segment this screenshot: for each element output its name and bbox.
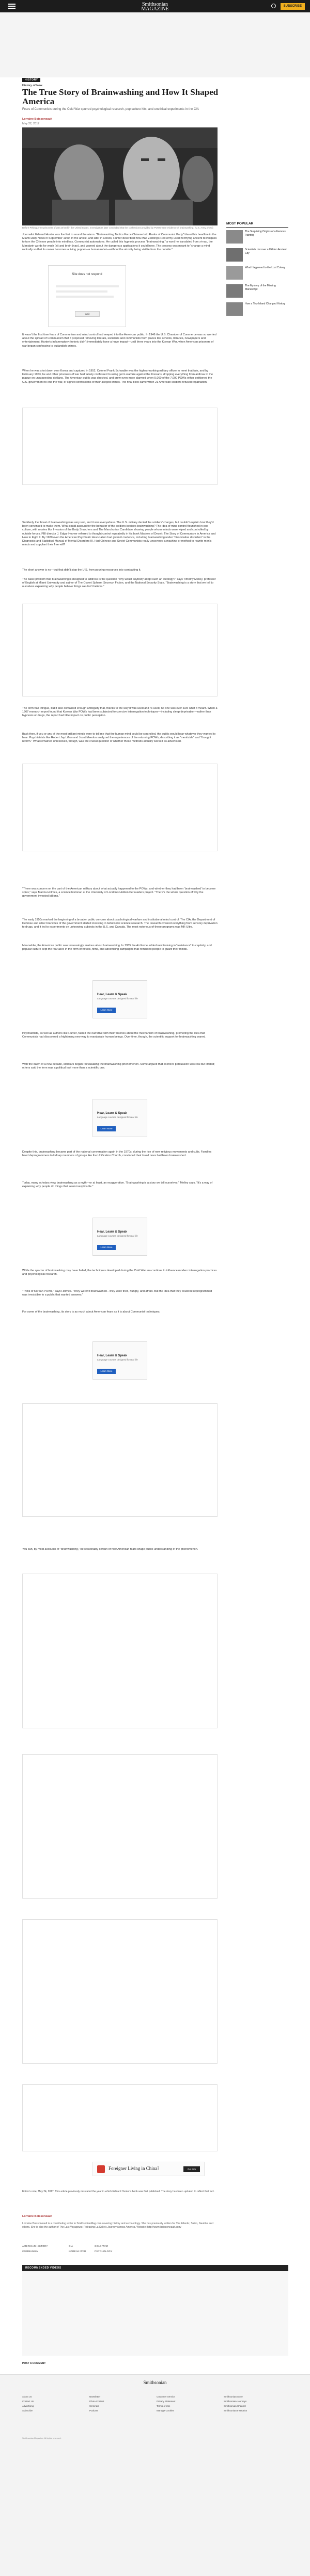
article-paragraph: When he was shot down over Korea and captured in 1952, Colonel Frank Schwable was the highest-ranking military officer to meet that fate, and by February 1953, he and other prisoners of war had falsely confessed to using germ warfare against the Koreans, dropping everything from anthrax to the plague on unsuspecting civilians. The American public was shocked, and grew even more alarmed when 5,000 of the 7,000 POWs either petitioned the U.S. government to end the war, or signed confessions of their alleged crimes. The final blow came when 21 American soldiers refused repatriation.	[22, 369, 213, 384]
popular-item-title[interactable]: The Mystery of the Missing Manuscript	[245, 284, 276, 291]
footer-link[interactable]: Customer Service	[157, 2395, 175, 2398]
article-paragraph: Psychiatrists, as well as authors like Hunter, fueled the narrative with their theories about the mechanism of brainwashing, promoting the idea that Communists had discovered a frightening new way to manipulate human beings. Over time, though, the scientific support for brainwashing waned.	[22, 1032, 206, 1039]
article-paragraph: It wasn't the first time fears of Communism and mind control had seeped into the American public. In 1946 the U.S. Chamber of Commerce was so worried about the spread of Communism that it proposed removing liberals, socialists and communists from places like schools, libraries, newspapers and entertainment. Hunter's inflammatory rhetoric didn't immediately have a huge impact—until three years into the Korean War, when American prisoners of war began confessing to outlandish crimes.	[22, 333, 216, 348]
footer-link[interactable]: Smithsonian Journeys	[224, 2400, 247, 2403]
author-bio: Lorraine Boissoneault is a contributing writer to SmithsonianMag.com covering history and archaeology. She has previously written for The Atlantic, Salon, Nautilus and others. She is also the author of The Last Voyageurs: Retracing La Salle's Journey Across America. Website: http://www.lboissoneault.com/	[22, 2222, 213, 2229]
popular-item[interactable]	[226, 248, 288, 264]
tag-link[interactable]: COLD WAR	[95, 2245, 109, 2247]
popular-item[interactable]	[226, 302, 288, 318]
article-paragraph: Despite this, brainwashing became part of the national conversation again in the 1970s, during the rise of new religious movements and cults. Families hired deprogrammers to kidnap members of groups like the Unification Church, convinced their loved ones had been brainwashed.	[22, 1151, 212, 1158]
most-popular-sidebar	[226, 222, 288, 320]
footer-link[interactable]: Smithsonian Channel	[224, 2405, 246, 2407]
banner-ad[interactable]	[92, 2162, 205, 2176]
search-icon[interactable]	[271, 4, 276, 8]
ad-button[interactable]: Learn More	[97, 1369, 116, 1374]
footer-link[interactable]: Newsletter	[89, 2395, 101, 2398]
footer-column	[22, 2394, 64, 2413]
inline-ad[interactable]	[22, 1403, 218, 1517]
footer-link[interactable]: Photo Contest	[89, 2400, 104, 2403]
article-paragraph: "There was concern on the part of the American military about what actually happened to the POWs, and whether they had been 'brainwashed' to become spies," says Marcia Holmes, a science historian at the University of London's Hidden Persuaders project. "There's the whole question of why the government invested billions."	[22, 887, 216, 898]
kicker[interactable]: History of Now	[22, 84, 42, 87]
modal-dialog	[48, 265, 126, 327]
article-paragraph: The term had intrigue, but it also contained enough ambiguity that, thanks to the way it was used and re-used, no one was ever sure what it meant. When a 1967 research report found that Korean War POWs had been subjected to coercive interrogation techniques—including sleep deprivation—rather than hypnosis or drugs, the report had little impact on public perception.	[22, 707, 218, 718]
footer-column	[224, 2394, 265, 2413]
banner-ad-button[interactable]: Get Info	[183, 2166, 200, 2172]
inline-ad[interactable]	[22, 604, 218, 696]
subscribe-button[interactable]: SUBSCRIBE	[281, 3, 305, 10]
banner-ad-text: Foreigner Living in China?	[109, 2166, 160, 2171]
inline-ad[interactable]	[22, 2084, 218, 2151]
popular-item-title[interactable]: How a Tiny Island Changed History	[245, 302, 286, 305]
footer-column	[157, 2394, 198, 2413]
footer-link[interactable]: Advertising	[22, 2405, 34, 2407]
ad-subtitle: Language courses designed for real life	[97, 997, 138, 1000]
footer-link[interactable]: Smithsonian Institution	[224, 2409, 247, 2412]
footer-link[interactable]: Podcast	[89, 2409, 98, 2412]
footer-link[interactable]: Manage Cookies	[157, 2409, 174, 2412]
article-paragraph: While the specter of brainwashing may have faded, the techniques developed during the Cold War era continue to influence modern interrogation practices and psychological research.	[22, 1269, 217, 1276]
tag-link[interactable]: KOREAN WAR	[69, 2250, 86, 2253]
ad-title: Hear, Learn & Speak	[97, 1230, 128, 1234]
hero-image	[22, 127, 218, 225]
sponsored-ad[interactable]	[92, 980, 147, 1018]
popular-item[interactable]	[226, 266, 288, 282]
ad-title: Hear, Learn & Speak	[97, 1112, 128, 1115]
footer-link[interactable]: Seminars	[89, 2405, 100, 2407]
article-paragraph: For some of the brainwashing, its story is as much about American fears as it is about Communist techniques.	[22, 1310, 161, 1314]
article-paragraph: Back then, if you or any of the most brilliant minds were to tell me that the human mind could be controlled, the public would hear whatever they wanted to hear. Psychiatrists like Robert Jay Lifton and Joost Meerloo analyzed the experiences of the returning POWs, describing it as "menticide" and "thought reform." What remained unresolved, though, was the crucial question of whether these methods actually worked as advertised.	[22, 733, 216, 743]
footer-link[interactable]: Privacy Statement	[157, 2400, 176, 2403]
footer-link[interactable]: Subscribe	[22, 2409, 33, 2412]
popular-item-thumbnail[interactable]	[226, 266, 243, 280]
article-paragraph: The short answer is no—but that didn't stop the U.S. from pouring resources into combatting it.	[22, 569, 142, 572]
article-paragraph: Journalist Edward Hunter was the first to sound the alarm. "Brainwashing Tactics Force Chinese Into Ranks of Communist Party" blared his headline in the Miami Daily News in September 1950. In the article, and later in a book, Hunter described how Mao Zedong's Red Army used horrifying ancient techniques to turn the Chinese people into mindless, Communist automatons. He called this hypnotic process "brainwashing," a word he translated from xi-nao, the Mandarin words for wash (xi) and brain (nao), and warned about the dangerous applications it could have. The process was meant to "change a mind radically so that its owner becomes a living puppet—a human robot—without the atrocity being visible from the outside."	[22, 233, 217, 251]
article-paragraph: The early 1950s marked the beginning of a broader public concern about psychological warfare and institutional mind control. The CIA, the Department of Defense and other branches of the government started investing in behavioral science research. The research covered everything from sensory deprivation to drugs, and it led to experiments on unknowing subjects in the U.S. and Canada. The most notorious of these programs was MK-Ultra.	[22, 918, 218, 929]
tag-link[interactable]: PSYCHOLOGY	[95, 2250, 113, 2253]
ad-button[interactable]: Learn More	[97, 1008, 116, 1013]
post-comment-link[interactable]: POST A COMMENT	[22, 2362, 46, 2365]
article-paragraph: Meanwhile, the American public was increasingly anxious about brainwashing. In 1955 the Air Force added new training in "resistance" to captivity, and popular culture kept the fear alive in the form of novels, films, and advertising campaigns that reminded people to guard their minds.	[22, 944, 212, 951]
popular-item-title[interactable]: What Happened to the Lost Colony	[245, 266, 285, 269]
ad-button[interactable]: Learn More	[97, 1245, 116, 1250]
tag-link[interactable]: AMERICAN HISTORY	[22, 2245, 48, 2247]
dialog-placeholder-line	[56, 290, 107, 293]
ad-subtitle: Language courses designed for real life	[97, 1358, 138, 1361]
hero-caption: Before Peking Army prisoners of war arrived in the United States. Investigators later concluded that the confessions provided by POWs were evidence of brainwashing. (U.S. Army photo)	[22, 226, 213, 229]
recommended-videos-label: RECOMMENDED VIDEOS	[25, 2266, 61, 2270]
editor-note: Editor's note, May 24, 2017: This article previously misstated the year in which Edward Hunter's book was first published. The story has been updated to reflect that fact.	[22, 2190, 215, 2193]
footer-link[interactable]: Terms of Use	[157, 2405, 171, 2407]
ad-subtitle: Language courses designed for real life	[97, 1116, 138, 1119]
footer-copyright: Smithsonian Magazine. All rights reserved.	[22, 2437, 61, 2439]
dialog-placeholder-line	[56, 285, 119, 287]
popular-item-thumbnail[interactable]	[226, 230, 243, 244]
article-paragraph: "Think of Korean POWs," says Holmes. "They weren't brainwashed—they were tired, hungry, and afraid. But the idea that they could be reprogrammed was irresistible to a public that wanted answers."	[22, 1290, 212, 1297]
top-ad-space	[0, 12, 310, 77]
footer-logo[interactable]: Smithsonian	[143, 2380, 167, 2385]
recommended-videos-area[interactable]	[22, 2271, 288, 2356]
sponsored-ad[interactable]	[92, 1099, 147, 1137]
inline-ad[interactable]	[22, 408, 218, 485]
site-footer	[0, 2374, 310, 2576]
banner-ad-icon	[97, 2165, 105, 2173]
inline-ad[interactable]	[22, 1574, 218, 1728]
footer-link[interactable]: Contact Us	[22, 2400, 34, 2403]
recommended-videos-header	[22, 2265, 288, 2271]
article-paragraph: Suddenly the threat of brainwashing was very real, and it was everywhere. The U.S. military denied the soldiers' charges, but couldn't explain how they'd been convinced to make them. What could account for the behavior of the soldiers besides brainwashing? The idea of mind control flourished in pop culture, with movies like Invasion of the Body Snatchers and The Manchurian Candidate showing people whose minds were wiped and controlled by outside forces. FBI director J. Edgar Hoover referred to thought control repeatedly in his book Masters of Deceit: The Story of Communism in America and How to Fight It. By 1980 even the American Psychiatric Association had given it credence, including brainwashing under "dissociative disorders" in the Diagnostic and Statistical Manual of Mental Disorders-III. Had Chinese and Soviet Communists really uncovered a machine or method to rewrite men's minds and supplant their free will?	[22, 521, 216, 547]
article-paragraph: Today, many scholars view brainwashing as a myth—or at least, an exaggeration. "Brainwashing is a story we tell ourselves," Melley says. "It's a way of explaining why people do things that seem inexplicable."	[22, 1181, 213, 1189]
popular-item-title[interactable]: The Surprising Origins of a Famous Painting	[245, 230, 286, 237]
dialog-title: Site does not respond	[72, 273, 102, 276]
inline-ad[interactable]	[22, 764, 218, 851]
popular-item-title[interactable]: Scientists Uncover a Hidden Ancient City	[245, 248, 287, 255]
article-dek: Fears of Communists during the Cold War spurred psychological research, pop culture hits, and unethical experiments in the CIA	[22, 108, 199, 111]
dialog-placeholder-line	[56, 296, 114, 298]
author-name[interactable]: Lorraine Boissoneault	[22, 2215, 53, 2218]
ad-title: Hear, Learn & Speak	[97, 1354, 128, 1357]
popular-item[interactable]	[226, 230, 288, 246]
popular-item-thumbnail[interactable]	[226, 284, 243, 298]
section-label[interactable]: HISTORY	[22, 78, 40, 82]
article-date: May 22, 2017	[22, 122, 40, 125]
inline-ad[interactable]	[22, 1754, 218, 1899]
inline-ad[interactable]	[22, 1919, 218, 2064]
footer-link[interactable]: Smithsonian Store	[224, 2395, 243, 2398]
sponsored-ad[interactable]	[92, 1218, 147, 1256]
article-byline[interactable]: Lorraine Boissoneault	[22, 118, 53, 121]
ad-subtitle: Language courses designed for real life	[97, 1235, 138, 1237]
article-title: The True Story of Brainwashing and How It Shaped America	[22, 87, 219, 106]
tag-link[interactable]: COMMUNISM	[22, 2250, 39, 2253]
tag-link[interactable]: CIA	[69, 2245, 73, 2247]
popular-item-thumbnail[interactable]	[226, 248, 243, 262]
footer-link[interactable]: About Us	[22, 2395, 32, 2398]
article-paragraph: With the dawn of a new decade, scholars began reevaluating the brainwashing phenomenon. Some argued that coercive persuasion was real but limited; others said the term was a political tool more than a scientific one.	[22, 1063, 215, 1070]
popular-item-thumbnail[interactable]	[226, 302, 243, 316]
ad-title: Hear, Learn & Speak	[97, 993, 128, 996]
popular-item[interactable]	[226, 284, 288, 300]
article-paragraph: You can, by most accounts of "brainwashing," be reasonably certain of how American fears shape public understanding of the phenomenon.	[22, 1548, 198, 1551]
sponsored-ad[interactable]	[92, 1341, 147, 1380]
site-logo[interactable]: Smithsonian MAGAZINE	[141, 2, 169, 12]
dialog-wait-button[interactable]: Wait	[75, 311, 100, 317]
article-paragraph: The basic problem that brainwashing is designed to address is the question "why would anybody adopt such an ideology?" says Timothy Melley, professor of English at Miami University and author of The Covert Sphere: Secrecy, Fiction, and the National Security State. "Brainwashing is a story that we tell to ourselves explaining why people believe things we don't believe."	[22, 578, 216, 589]
ad-button[interactable]: Learn More	[97, 1126, 116, 1131]
sidebar-title: MOST POPULAR	[226, 222, 288, 228]
footer-column	[89, 2394, 131, 2413]
top-navigation-bar	[0, 0, 310, 12]
